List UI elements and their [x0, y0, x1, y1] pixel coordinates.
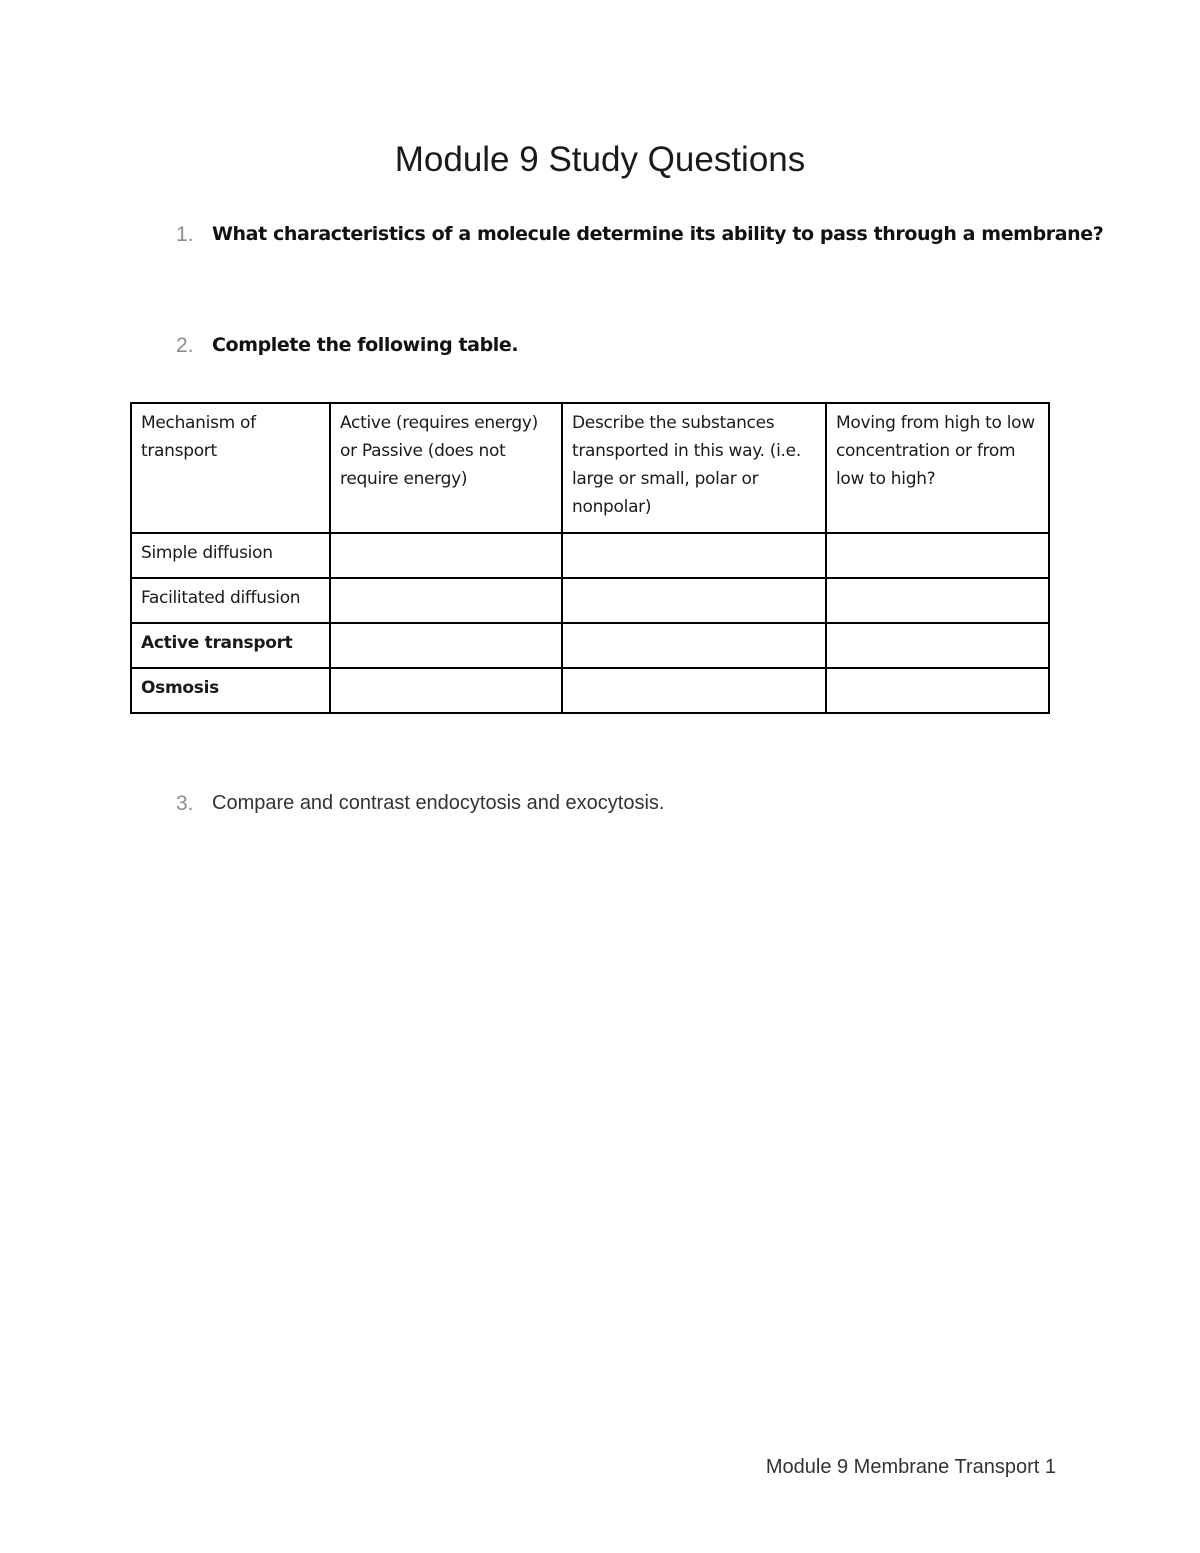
table-row — [131, 533, 1049, 578]
answer-cell[interactable] — [562, 623, 826, 668]
answer-cell[interactable] — [330, 623, 562, 668]
table-header-cell: Active (requires energy) or Passive (does not require energy) — [330, 403, 562, 533]
answer-cell[interactable] — [330, 578, 562, 623]
question-text: What characteristics of a molecule determine its ability to pass through a membrane? — [212, 223, 1104, 245]
table-header-row — [131, 403, 1049, 533]
answer-cell[interactable] — [826, 623, 1049, 668]
question-number: 2. — [176, 334, 194, 357]
answer-cell[interactable] — [330, 668, 562, 713]
row-label: Osmosis — [131, 668, 330, 713]
answer-cell[interactable] — [826, 578, 1049, 623]
table-row — [131, 578, 1049, 623]
page-footer: Module 9 Membrane Transport 1 — [765, 1456, 1056, 1478]
question-number: 3. — [176, 792, 194, 815]
row-label: Simple diffusion — [131, 533, 330, 578]
answer-cell[interactable] — [330, 533, 562, 578]
table-header-cell: Describe the substances transported in this way. (i.e. large or small, polar or nonpolar) — [562, 403, 826, 533]
question-text: Complete the following table. — [212, 334, 519, 356]
question-text: Compare and contrast endocytosis and exocytosis. — [212, 792, 665, 814]
table-header-cell: Moving from high to low concentration or from low to high? — [826, 403, 1049, 533]
transport-table — [130, 402, 1050, 714]
question-3 — [176, 792, 664, 816]
page-title: Module 9 Study Questions — [394, 140, 806, 179]
answer-cell[interactable] — [562, 668, 826, 713]
question-number: 1. — [176, 223, 194, 246]
row-label: Active transport — [131, 623, 330, 668]
question-1 — [176, 223, 1103, 247]
answer-cell[interactable] — [826, 533, 1049, 578]
table-header-cell: Mechanism of transport — [131, 403, 330, 533]
answer-cell[interactable] — [562, 533, 826, 578]
table-row — [131, 623, 1049, 668]
answer-cell[interactable] — [562, 578, 826, 623]
question-2 — [176, 334, 518, 358]
row-label: Facilitated diffusion — [131, 578, 330, 623]
table-row — [131, 668, 1049, 713]
answer-cell[interactable] — [826, 668, 1049, 713]
